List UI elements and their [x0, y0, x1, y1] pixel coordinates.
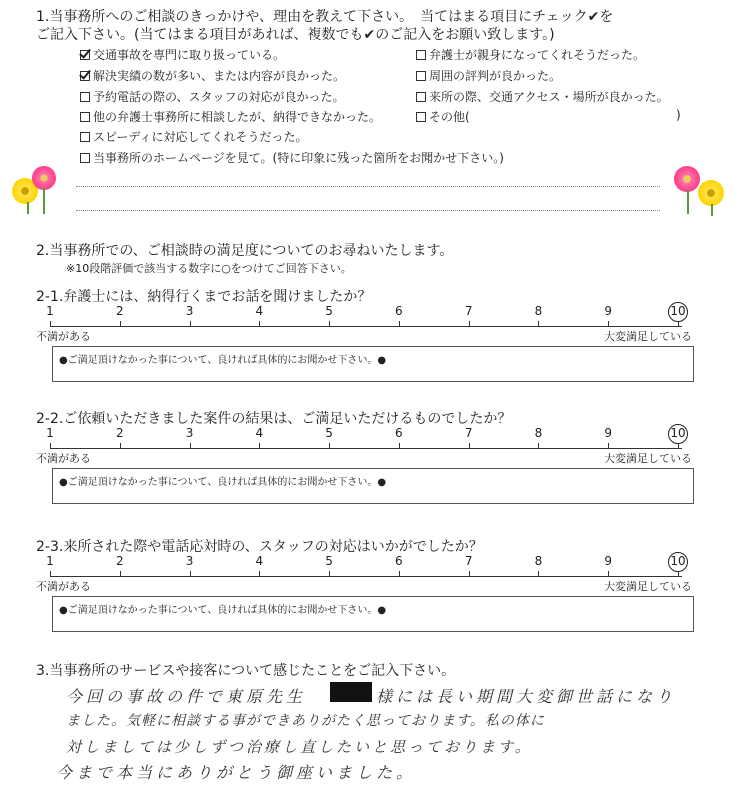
selected-circle-icon [668, 424, 688, 444]
handwriting-line-4: 今まで本当にありがとう御座いました。 [56, 763, 417, 782]
q2-title: 2.当事務所での、ご相談時の満足度についてのお尋ねいたします。 [36, 243, 454, 259]
scale-tick [120, 443, 121, 449]
q2-note: ※10段階評価で該当する数字に○をつけてご回答下さい。 [66, 262, 352, 275]
option-label: その他( [429, 110, 470, 124]
scale-number-5[interactable]: 5 [325, 426, 333, 440]
scale-tick [538, 443, 539, 449]
q2-1-title: 2-1.弁護士には、納得行くまでお話を聞けましたか？ [36, 289, 372, 305]
scale-number-8[interactable]: 8 [534, 554, 543, 568]
scale-tick [538, 571, 539, 577]
scale-tick [538, 321, 539, 327]
scale-tick [608, 321, 609, 327]
scale-tick [50, 571, 51, 577]
scale-tick [469, 443, 470, 449]
homepage-answer-line-1[interactable] [76, 186, 660, 187]
checkbox-checked-icon[interactable] [80, 50, 90, 60]
scale-tick [329, 571, 330, 577]
scale-number-7[interactable]: 7 [464, 304, 473, 318]
comment-prompt: ●ご満足頂けなかった事について、良ければ具体的にお聞かせ下さい。● [59, 477, 387, 488]
scale-high-label: 大変満足している [604, 330, 692, 343]
scale-number-2[interactable]: 2 [115, 304, 124, 318]
option-label: 交通事故を専門に取り扱っている。 [93, 48, 286, 62]
scale-tick [190, 443, 191, 449]
scale-tick [399, 443, 400, 449]
scale-low-label: 不満がある [36, 330, 91, 343]
scale-high-label: 大変満足している [604, 580, 692, 593]
scale-low-label: 不満がある [36, 452, 91, 465]
scale-tick [259, 571, 260, 577]
checkbox-icon[interactable] [416, 112, 426, 122]
q2-1-comment-box[interactable] [52, 346, 694, 382]
scale-tick [399, 321, 400, 327]
option-other-office[interactable] [80, 108, 381, 125]
q2-3-title: 2-3.来所された際や電話応対時の、スタッフの対応はいかがでしたか？ [36, 539, 483, 555]
option-speedy[interactable] [80, 128, 308, 145]
checkbox-checked-icon[interactable] [80, 71, 90, 81]
option-other-close: ) [676, 108, 681, 122]
q2-3-scale-axis [50, 576, 682, 577]
handwriting-line-1: 今回の事故の件で東原先生 [66, 687, 307, 706]
scale-tick [329, 321, 330, 327]
checkbox-icon[interactable] [80, 132, 90, 142]
checkbox-icon[interactable] [80, 112, 90, 122]
scale-tick [190, 571, 191, 577]
option-label: 周囲の評判が良かった。 [429, 69, 562, 83]
checkbox-icon[interactable] [80, 153, 90, 163]
option-homepage[interactable] [80, 149, 504, 166]
handwriting-line-2: ました。気軽に相談する事ができありがたく思っております。私の体に [66, 713, 545, 729]
scale-tick [469, 571, 470, 577]
scale-number-2[interactable]: 2 [115, 426, 124, 440]
option-track-record[interactable] [80, 67, 345, 84]
scale-tick [608, 443, 609, 449]
q3-title: 3.当事務所のサービスや接客について感じたことをご記入下さい。 [36, 663, 456, 679]
option-specialty[interactable] [80, 46, 285, 63]
scale-tick [329, 443, 330, 449]
option-label: 他の弁護士事務所に相談したが、納得できなかった。 [93, 110, 382, 124]
q1-title-line1: 1.当事務所へのご相談のきっかけや、理由を教えて下さい。 当てはまる項目にチェック✔を [36, 9, 614, 25]
handwriting-line-3: 対しましては少しずつ治療し直したいと思っております。 [66, 738, 533, 756]
scale-number-6[interactable]: 6 [395, 304, 403, 318]
checkbox-icon[interactable] [416, 71, 426, 81]
scale-number-5[interactable]: 5 [325, 554, 333, 568]
q2-1-scale-axis [50, 326, 682, 327]
scale-number-3[interactable]: 3 [185, 554, 194, 568]
selected-circle-icon [668, 552, 688, 572]
scale-number-4[interactable]: 4 [255, 426, 264, 440]
checkbox-icon[interactable] [80, 92, 90, 102]
comment-prompt: ●ご満足頂けなかった事について、良ければ具体的にお聞かせ下さい。● [59, 605, 387, 616]
scale-number-1[interactable]: 1 [46, 426, 54, 440]
scale-tick [190, 321, 191, 327]
scale-tick [399, 571, 400, 577]
scale-tick [120, 321, 121, 327]
scale-number-4[interactable]: 4 [255, 554, 264, 568]
scale-tick [50, 321, 51, 327]
option-lawyer-caring[interactable] [416, 46, 645, 63]
scale-number-4[interactable]: 4 [255, 304, 264, 318]
scale-number-5[interactable]: 5 [325, 304, 333, 318]
scale-low-label: 不満がある [36, 580, 91, 593]
scale-number-8[interactable]: 8 [534, 426, 543, 440]
q2-3-comment-box[interactable] [52, 596, 694, 632]
option-label: スピーディに対応してくれそうだった。 [93, 130, 308, 144]
q2-2-comment-box[interactable] [52, 468, 694, 504]
scale-tick [120, 571, 121, 577]
scale-tick [259, 443, 260, 449]
q2-2-title: 2-2.ご依頼いただきました案件の結果は、ご満足いただけるものでしたか？ [36, 411, 512, 427]
option-phone-staff[interactable] [80, 88, 345, 105]
scale-number-7[interactable]: 7 [464, 554, 473, 568]
scale-number-3[interactable]: 3 [185, 304, 194, 318]
option-label: 予約電話の際の、スタッフの対応が良かった。 [93, 90, 345, 104]
scale-number-8[interactable]: 8 [534, 304, 543, 318]
scale-high-label: 大変満足している [604, 452, 692, 465]
scale-number-7[interactable]: 7 [464, 426, 473, 440]
scale-number-2[interactable]: 2 [115, 554, 124, 568]
selected-circle-icon [668, 302, 688, 322]
comment-prompt: ●ご満足頂けなかった事について、良ければ具体的にお聞かせ下さい。● [59, 355, 387, 366]
checkbox-icon[interactable] [416, 92, 426, 102]
scale-number-10[interactable]: 10 [670, 304, 686, 318]
handwriting-line-1b: 様には長い期間大変御世話になり [376, 687, 677, 706]
scale-number-10[interactable]: 10 [670, 554, 686, 568]
scale-tick [469, 321, 470, 327]
option-other[interactable] [416, 108, 470, 125]
option-label: 弁護士が親身になってくれそうだった。 [429, 48, 646, 62]
option-access[interactable] [416, 88, 669, 105]
scale-number-9[interactable]: 9 [604, 426, 613, 440]
homepage-answer-line-2[interactable] [76, 210, 660, 211]
q1-title-line2: ご記入下さい。(当てはまる項目があれば、複数でも✔のご記入をお願い致します。) [36, 27, 555, 43]
option-label: 解決実績の数が多い、または内容が良かった。 [93, 69, 346, 83]
scale-number-9[interactable]: 9 [604, 554, 613, 568]
option-label: 来所の際、交通アクセス・場所が良かった。 [429, 90, 669, 104]
checkbox-icon[interactable] [416, 50, 426, 60]
scale-tick [259, 321, 260, 327]
scale-number-1[interactable]: 1 [46, 554, 54, 568]
scale-number-10[interactable]: 10 [670, 426, 686, 440]
option-reputation[interactable] [416, 67, 561, 84]
q2-2-scale-axis [50, 448, 682, 449]
scale-number-6[interactable]: 6 [395, 426, 403, 440]
scale-tick [608, 571, 609, 577]
scale-number-6[interactable]: 6 [395, 554, 403, 568]
scale-number-9[interactable]: 9 [604, 304, 613, 318]
redaction-block [330, 682, 372, 702]
scale-number-1[interactable]: 1 [46, 304, 54, 318]
option-label: 当事務所のホームページを見て。(特に印象に残った箇所をお聞かせ下さい。) [93, 151, 504, 165]
scale-tick [50, 443, 51, 449]
scale-number-3[interactable]: 3 [185, 426, 194, 440]
